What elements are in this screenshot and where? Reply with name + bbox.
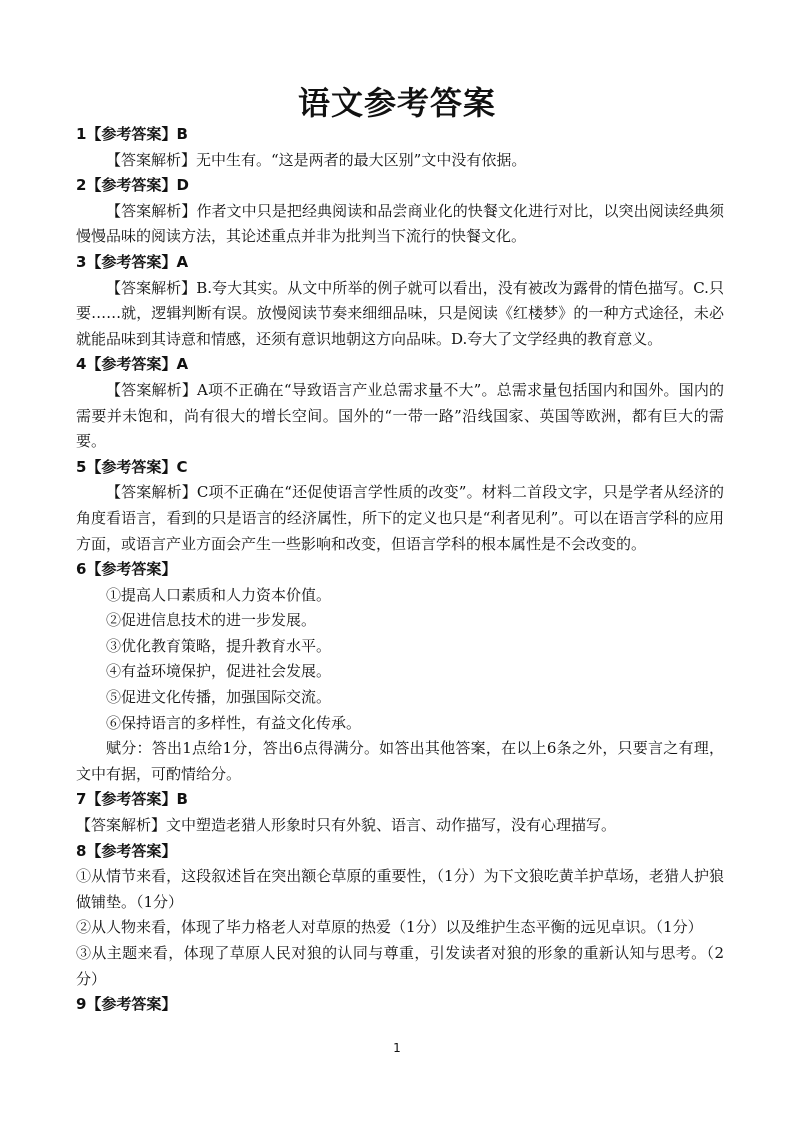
page-title: 语文参考答案 [297, 84, 496, 122]
q8-point: ③从主题来看，体现了草原人民对狼的认同与尊重，引发读者对狼的形象的重新认知与思考。（2分） [76, 944, 724, 988]
q2-analysis: 【答案解析】作者文中只是把经典阅读和品尝商业化的快餐文化进行对比，以突出阅读经典须慢慢品味的阅读方法，其论述重点并非为批判当下流行的快餐文化。 [76, 201, 724, 246]
q6-point: ④有益环境保护，促进社会发展。 [106, 662, 332, 681]
q6-point: ②促进信息技术的进一步发展。 [106, 611, 317, 630]
q9-heading: 9【参考答案】 [76, 995, 177, 1014]
q4-analysis: 【答案解析】A项不正确在“导致语言产业总需求量不大”。总需求量包括国内和国外。国内的需要并未饱和，尚有很大的增长空间。国外的“一带一路”沿线国家、英国等欧洲，都有巨大的需要。 [76, 380, 724, 451]
q5-analysis: 【答案解析】C项不正确在“还促使语言学性质的改变”。材料二首段文字，只是学者从经济的角度看语言，看到的只是语言的经济属性，所下的定义也只是“利者见利”。可以在语言学科的应用方面，或语言产业方面会产生一些影响和改变，但语言学科的根本属性是不会改变的。 [76, 483, 724, 553]
q8-heading: 8【参考答案】 [76, 841, 177, 860]
q8-point: ②从人物来看，体现了毕力格老人对草原的热爱（1分）以及维护生态平衡的远见卓识。（1分） [76, 918, 703, 937]
q5-heading: 5【参考答案】C [76, 457, 188, 476]
answer-content [76, 122, 724, 1018]
q2-heading: 2【参考答案】D [76, 176, 189, 195]
q6-point: ③优化教育策略，提升教育水平。 [106, 636, 332, 655]
q8-point: ①从情节来看，这段叙述旨在突出额仑草原的重要性，（1分）为下文狼吃黄羊护草场，老猎人护狼做铺垫。（1分） [76, 867, 724, 911]
page-number: 1 [393, 1041, 401, 1055]
q6-scoring: 赋分：答出1点给1分，答出6点得满分。如答出其他答案，在以上6条之外，只要言之有理，文中有据，可酌情给分。 [76, 739, 724, 783]
q6-heading: 6【参考答案】 [76, 560, 177, 579]
q6-point: ⑥保持语言的多样性，有益文化传承。 [106, 713, 362, 732]
q1-heading: 1【参考答案】B [76, 125, 188, 143]
q4-heading: 4【参考答案】A [76, 355, 189, 374]
q1-analysis: 【答案解析】无中生有。“这是两者的最大区别”文中没有依据。 [106, 150, 527, 169]
q3-analysis: 【答案解析】B.夸大其实。从文中所举的例子就可以看出，没有被改为露骨的情色描写。C.只要……就，逻辑判断有误。放慢阅读节奏来细细品味，只是阅读《红楼梦》的一种方式途径，未必就能品味到其诗意和情感，还须有意识地朝这方向品味。D.夸大了文学经典的教育意义。 [76, 278, 724, 348]
q3-heading: 3【参考答案】A [76, 252, 189, 271]
q7-analysis: 【答案解析】文中塑造老猎人形象时只有外貌、语言、动作描写，没有心理描写。 [76, 816, 617, 835]
q6-point: ①提高人口素质和人力资本价值。 [106, 585, 332, 604]
q6-point: ⑤促进文化传播，加强国际交流。 [106, 688, 332, 707]
q7-heading: 7【参考答案】B [76, 790, 188, 809]
